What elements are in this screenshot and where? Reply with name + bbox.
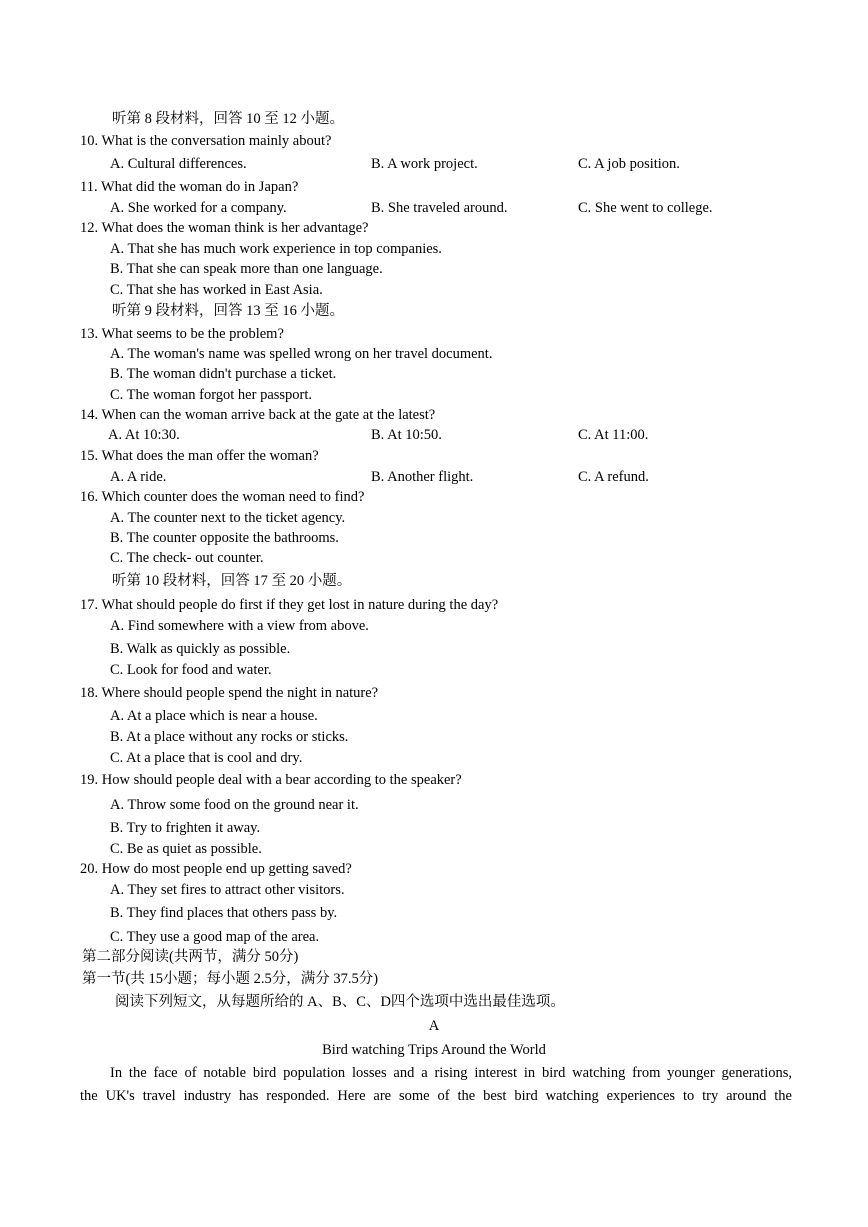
q10-option-c: C. A job position. [578, 156, 680, 172]
q18-option-b: B. At a place without any rocks or sticks. [110, 729, 349, 745]
reading-part-title: 第二部分阅读(共两节，满分 50分) [82, 949, 299, 965]
q12-option-c: C. That she has worked in East Asia. [110, 282, 323, 298]
question-17: 17. What should people do first if they get lost in nature during the day? [80, 597, 499, 613]
question-20: 20. How do most people end up getting saved? [80, 861, 352, 877]
q19-option-b: B. Try to frighten it away. [110, 820, 261, 836]
q14-option-a: A. At 10:30. [108, 427, 180, 443]
q20-option-b: B. They find places that others pass by. [110, 905, 338, 921]
question-14: 14. When can the woman arrive back at the gate at the latest? [80, 407, 436, 423]
q11-option-a: A. She worked for a company. [110, 200, 287, 216]
q13-option-b: B. The woman didn't purchase a ticket. [110, 366, 337, 382]
question-19: 19. How should people deal with a bear according to the speaker? [80, 772, 462, 788]
q11-option-c: C. She went to college. [578, 200, 713, 216]
q11-option-b: B. She traveled around. [371, 200, 508, 216]
q19-option-c: C. Be as quiet as possible. [110, 841, 262, 857]
q20-option-a: A. They set fires to attract other visitors. [110, 882, 345, 898]
question-13: 13. What seems to be the problem? [80, 326, 284, 342]
q12-option-a: A. That she has much work experience in top companies. [110, 241, 442, 257]
question-15: 15. What does the man offer the woman? [80, 448, 319, 464]
q15-option-a: A. A ride. [110, 469, 167, 485]
question-10: 10. What is the conversation mainly about? [80, 133, 332, 149]
q15-option-c: C. A refund. [578, 469, 649, 485]
q20-option-c: C. They use a good map of the area. [110, 929, 320, 945]
question-16: 16. Which counter does the woman need to find? [80, 489, 365, 505]
question-11: 11. What did the woman do in Japan? [80, 179, 299, 195]
q16-option-b: B. The counter opposite the bathrooms. [110, 530, 339, 546]
section-9-instruction: 听第 9 段材料，回答 13 至 16 小题。 [112, 303, 344, 319]
q17-option-a: A. Find somewhere with a view from above. [110, 618, 369, 634]
q13-option-a: A. The woman's name was spelled wrong on her travel document. [110, 346, 493, 362]
passage-letter: A [428, 1018, 440, 1034]
reading-instruction: 阅读下列短文，从每题所给的 A、B、C、D四个选项中选出最佳选项。 [115, 994, 565, 1010]
section-10-instruction: 听第 10 段材料，回答 17 至 20 小题。 [112, 573, 352, 589]
question-12: 12. What does the woman think is her advantage? [80, 220, 369, 236]
reading-section-title: 第一节(共 15小题；每小题 2.5分，满分 37.5分) [82, 971, 379, 987]
q15-option-b: B. Another flight. [371, 469, 474, 485]
q18-option-a: A. At a place which is near a house. [110, 708, 318, 724]
q19-option-a: A. Throw some food on the ground near it. [110, 797, 359, 813]
q17-option-b: B. Walk as quickly as possible. [110, 641, 291, 657]
q13-option-c: C. The woman forgot her passport. [110, 387, 313, 403]
q17-option-c: C. Look for food and water. [110, 662, 272, 678]
question-18: 18. Where should people spend the night in nature? [80, 685, 379, 701]
q18-option-c: C. At a place that is cool and dry. [110, 750, 303, 766]
section-8-instruction: 听第 8 段材料，回答 10 至 12 小题。 [112, 111, 344, 127]
q10-option-a: A. Cultural differences. [110, 156, 247, 172]
passage-title: Bird watching Trips Around the World [322, 1042, 546, 1058]
q14-option-c: C. At 11:00. [578, 427, 649, 443]
passage-paragraph-line-2: the UK's travel industry has responded. Here are some of the best bird watching experiences to try around the [80, 1088, 792, 1104]
q12-option-b: B. That she can speak more than one language. [110, 261, 383, 277]
q10-option-b: B. A work project. [371, 156, 478, 172]
q16-option-a: A. The counter next to the ticket agency. [110, 510, 346, 526]
q16-option-c: C. The check- out counter. [110, 550, 264, 566]
q14-option-b: B. At 10:50. [371, 427, 442, 443]
passage-paragraph-line-1: In the face of notable bird population losses and a rising interest in bird watching from younger generations, [110, 1065, 792, 1081]
